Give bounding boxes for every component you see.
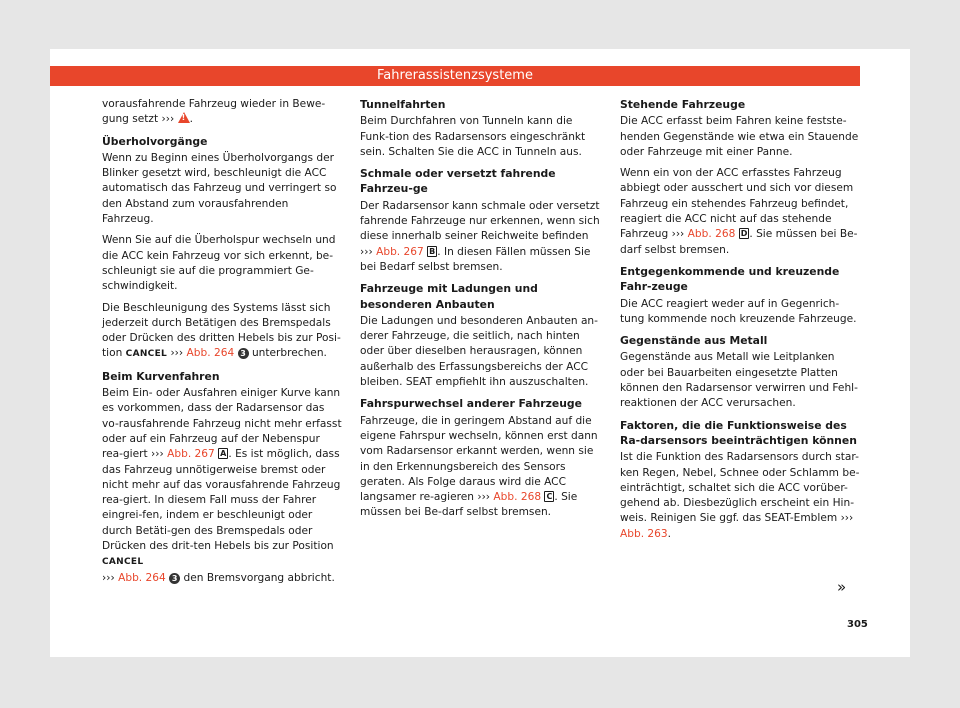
heading-oncoming: Entgegenkommende und kreuzende Fahr-zeuge — [620, 264, 840, 294]
column-2 — [360, 97, 600, 527]
arrows-glyph: ››› — [477, 491, 491, 504]
heading-metal: Gegenstände aus Metall — [620, 334, 768, 348]
continue-arrow-icon: » — [837, 578, 847, 596]
page-number: 305 — [847, 619, 868, 630]
arrows-glyph: ››› — [671, 228, 685, 241]
column-3 — [620, 97, 860, 548]
arrows-glyph: ››› — [360, 245, 373, 258]
heading-loads: Fahrzeuge mit Ladungen und besonderen Anbauten — [360, 282, 538, 311]
paragraph: Der Radarsensor kann schmale oder versetzt fahrende Fahrzeuge nur erkennen, wenn sich diese innerhalb seiner Reichweite befinden ››› Abb. 267 B . In diesen Fällen müssen Sie bei Bedarf selbst bremsen. — [360, 199, 600, 273]
arrows-glyph: ››› — [170, 347, 184, 360]
heading-lane-change: Fahrspurwechsel anderer Fahrzeuge — [360, 397, 582, 411]
figure-link-268[interactable]: Abb. 268 — [493, 491, 542, 504]
heading-narrow: Schmale oder versetzt fahrende Fahrzeu-ge — [360, 167, 556, 196]
figure-link-263[interactable]: Abb. 263 — [620, 527, 668, 540]
cancel-label: CANCEL — [125, 349, 168, 360]
paragraph: vorausfahrende Fahrzeug wieder in Bewe-gung setzt ››› ! . — [102, 97, 342, 128]
callout-letter: D — [740, 229, 748, 239]
paragraph: Fahrzeuge, die in geringem Abstand auf die eigene Fahrspur wechseln, können erst dann vom Radarsensor erkannt werden, wenn sie in den Erkennungsbereich des Sensors geraten. Als Folge daraus wird die ACC langsamer re-agieren ››› Abb. 268 C . Sie müssen bei Be-darf selbst bremsen. — [360, 414, 598, 519]
heading-tunnel: Tunnelfahrten — [360, 98, 446, 111]
figure-link-267[interactable]: Abb. 267 — [376, 245, 424, 258]
figure-link-264[interactable]: Abb. 264 — [186, 347, 235, 360]
heading-curve: Beim Kurvenfahren — [102, 369, 220, 383]
heading-factors: Faktoren, die die Funktionsweise des Ra-darsensors beeinträchtigen können — [620, 418, 857, 447]
figure-link-267[interactable]: Abb. 267 — [167, 448, 215, 461]
callout-number: 3 — [169, 573, 180, 584]
heading-stationary: Stehende Fahrzeuge — [620, 98, 746, 111]
paragraph: Beim Ein- oder Ausfahren einiger Kurve kann es vorkommen, dass der Radarsensor das vo-rausfahrende Fahrzeug nicht mehr erfasst oder auf ein Fahrzeug auf der Nebenspur rea-giert ››› Abb. 267 A . Es ist möglich, dass das Fahrzeug unnötigerweise bremst oder nicht mehr auf das vorausfahrende Fahrzeug rea-giert. In diesem Fall muss der Fahrer eingrei-fen, indem er beschleunigt oder durch Betäti-gen des Bremspedals oder Drücken des drit-ten Hebels bis zur Position CANCEL ››› Abb. 264 3 den Bremsvorgang abbricht. — [102, 387, 342, 584]
paragraph: Wenn ein von der ACC erfasstes Fahrzeug abbiegt oder ausschert und sich vor diesem Fahrzeug ein stehendes Fahrzeug befindet, reagiert die ACC nicht auf das stehende Fahrzeug ››› Abb. 268 D . Sie müssen bei Be-darf selbst bremsen. — [620, 167, 858, 256]
chapter-header: Fahrerassistenzsysteme — [50, 66, 860, 86]
paragraph: Wenn zu Beginn eines Überholvorgangs der Blinker gesetzt wird, beschleunigt die ACC automatisch das Fahrzeug und verringert so den Abstand zum vorausfahrenden Fahrzeug. — [102, 151, 337, 226]
callout-letter: C — [546, 492, 553, 502]
paragraph: Beim Durchfahren von Tunneln kann die Funk-tion des Radarsensors eingeschränkt sein. Schalten Sie die ACC in Tunneln aus. — [360, 115, 586, 158]
arrows-glyph: ››› — [161, 113, 175, 126]
paragraph: Die ACC erfasst beim Fahren keine festste-henden Gegenstände wie etwa ein Stauende oder Fahrzeuge mit einer Panne. — [620, 115, 859, 158]
paragraph: Ist die Funktion des Radarsensors durch star-ken Regen, Nebel, Schnee oder Schlamm be-einträchtigt, schaltet sich die ACC vorüber-gehend ab. Diesbezüglich erscheint ein Hin-weis. Reinigen Sie ggf. das SEAT-Emblem ››› Abb. 263. — [620, 451, 860, 540]
cancel-label: CANCEL — [102, 557, 144, 568]
paragraph: Die Beschleunigung des Systems lässt sich jederzeit durch Betätigen des Bremspedals oder Drücken des dritten Hebels bis zur Posi-tion CANCEL ››› Abb. 264 3 unterbrechen. — [102, 301, 341, 360]
warning-icon[interactable] — [178, 112, 190, 123]
column-1 — [102, 97, 342, 592]
callout-letter: B — [429, 246, 436, 256]
paragraph: Wenn Sie auf die Überholspur wechseln und die ACC kein Fahrzeug vor sich erkennt, be-schleunigt sie auf die programmiert Ge-schwindigkeit. — [102, 234, 336, 293]
heading-overtake: Überholvorgänge — [102, 134, 208, 148]
callout-number: 3 — [238, 348, 249, 359]
figure-link-264[interactable]: Abb. 264 — [118, 571, 166, 584]
paragraph: Die ACC reagiert weder auf in Gegenrich-tung kommende noch kreuzende Fahrzeuge. — [620, 297, 857, 325]
callout-letter: A — [220, 449, 227, 459]
arrows-glyph: ››› — [151, 448, 164, 461]
arrows-glyph: ››› — [840, 512, 854, 525]
paragraph: Die Ladungen und besonderen Anbauten an-derer Fahrzeuge, die seitlich, nach hinten oder über dieselben herausragen, können außerhalb des Erfassungsbereichs der ACC bleiben. SEAT empfiehlt ihn auszuschalten. — [360, 314, 598, 389]
paragraph: Gegenstände aus Metall wie Leitplanken oder bei Bauarbeiten eingesetzte Platten können den Radarsensor verwirren und Fehl-reaktionen der ACC verursachen. — [620, 351, 858, 410]
arrows-glyph: ››› — [102, 571, 115, 584]
figure-link-268[interactable]: Abb. 268 — [687, 228, 736, 241]
